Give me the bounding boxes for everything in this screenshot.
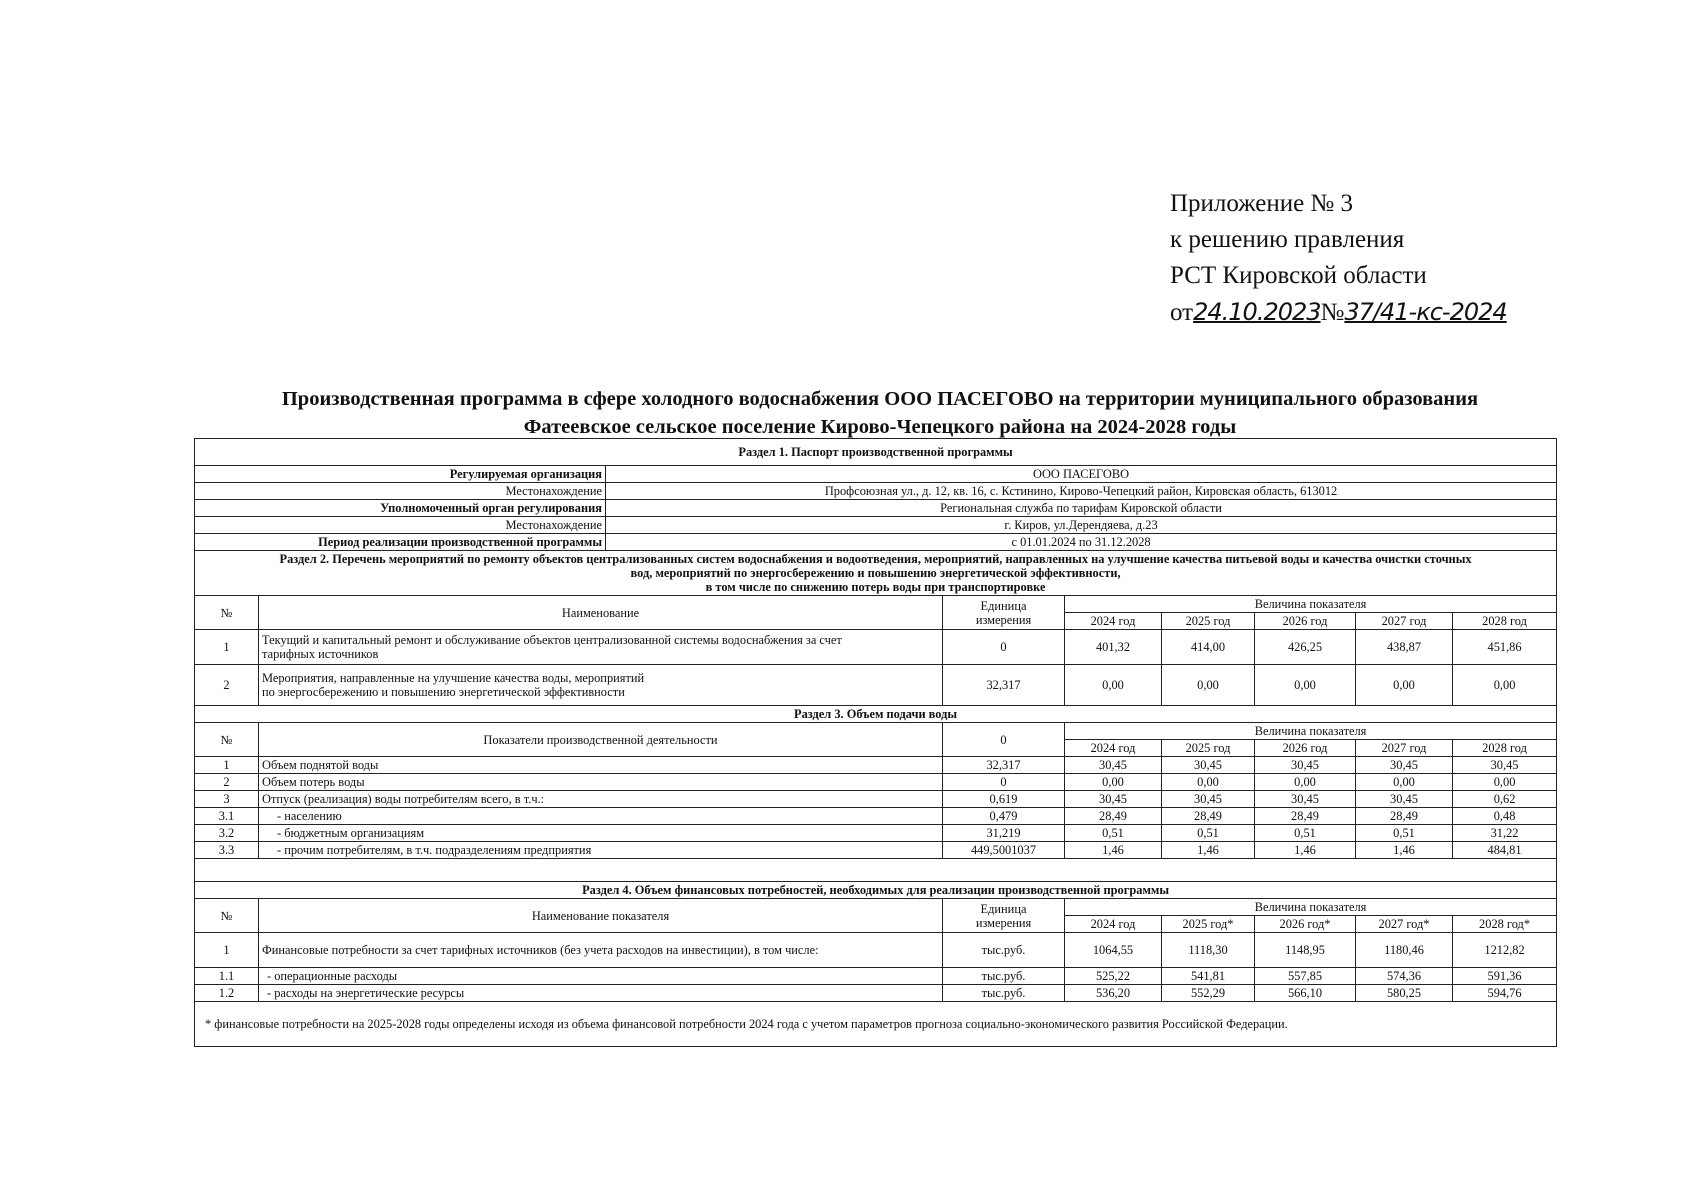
row-name: - населению (259, 808, 943, 825)
year-header: 2027 год* (1356, 916, 1453, 933)
row-value: 30,45 (1162, 791, 1255, 808)
row-name: - прочим потребителям, в т.ч. подразделениям предприятия (259, 842, 943, 859)
passport-row (195, 466, 1557, 483)
col-unit-header (943, 899, 1065, 933)
row-value: 0,48 (1453, 808, 1557, 825)
year-header: 2028 год (1453, 613, 1557, 630)
row-name: Отпуск (реализация) воды потребителям всего, в т.ч.: (259, 791, 943, 808)
appendix-subtitle: к решению правления (1170, 226, 1405, 253)
col-unit-header (943, 596, 1065, 630)
row-number: 3.3 (195, 842, 259, 859)
row-value: 0,00 (1453, 774, 1557, 791)
row-name-line: по энергосбережению и повышению энергетической эффективности (262, 685, 625, 699)
col-unit-header: 0 (943, 723, 1065, 757)
row-unit: тыс.руб. (943, 968, 1065, 985)
footnote: * финансовые потребности на 2025-2028 годы определены исходя из объема финансовой потребности 2024 года с учетом параметров прогноза социально-экономического развития Российской Федерации. (195, 1002, 1557, 1047)
row-value: 414,00 (1162, 630, 1255, 665)
row-number: 1.2 (195, 985, 259, 1002)
row-value: 536,20 (1065, 985, 1162, 1002)
year-header: 2026 год (1255, 613, 1356, 630)
year-header: 2027 год (1356, 740, 1453, 757)
row-name: Объем потерь воды (259, 774, 943, 791)
row-name-line: Текущий и капитальный ремонт и обслуживание объектов централизованной системы водоснабжения за счет (262, 633, 842, 647)
passport-value: Региональная служба по тарифам Кировской области (606, 500, 1557, 517)
passport-value: с 01.01.2024 по 31.12.2028 (606, 534, 1557, 551)
decision-number: 37/41-кс-2024 (1344, 298, 1507, 326)
col-name-header: Показатели производственной деятельности (259, 723, 943, 757)
col-number-header: № (195, 723, 259, 757)
row-value: 30,45 (1065, 757, 1162, 774)
table-row (195, 630, 1557, 665)
section1-heading: Раздел 1. Паспорт производственной программы (195, 439, 1557, 466)
col-number-header: № (195, 596, 259, 630)
row-value: 1,46 (1356, 842, 1453, 859)
row-value: 1180,46 (1356, 933, 1453, 968)
row-number: 1 (195, 630, 259, 665)
row-number: 3 (195, 791, 259, 808)
year-header: 2025 год (1162, 613, 1255, 630)
row-value: 30,45 (1162, 757, 1255, 774)
col-unit-line: измерения (975, 915, 1032, 930)
row-value: 0,00 (1356, 774, 1453, 791)
appendix-title: Приложение № 3 (1170, 190, 1354, 217)
passport-value: г. Киров, ул.Дерендяева, д.23 (606, 517, 1557, 534)
passport-row (195, 517, 1557, 534)
row-value: 1148,95 (1255, 933, 1356, 968)
title-line-1: Производственная программа в сфере холодного водоснабжения ООО ПАСЕГОВО на территории муниципального образования (281, 388, 1479, 410)
row-name-line: тарифных источников (262, 647, 379, 661)
col-name-header: Наименование (259, 596, 943, 630)
row-value: 1212,82 (1453, 933, 1557, 968)
row-value: 28,49 (1065, 808, 1162, 825)
row-number: 2 (195, 774, 259, 791)
row-number: 1 (195, 933, 259, 968)
row-number: 3.1 (195, 808, 259, 825)
passport-row (195, 534, 1557, 551)
section3-heading-row (195, 706, 1557, 723)
section3-header-row (195, 723, 1557, 740)
col-number-header: № (195, 899, 259, 933)
row-value: 0,00 (1162, 774, 1255, 791)
table-row (195, 757, 1557, 774)
col-unit-line: Единица (980, 598, 1027, 613)
row-value: 451,86 (1453, 630, 1557, 665)
table-row (195, 825, 1557, 842)
row-value: 0,00 (1255, 665, 1356, 706)
from-label: от (1170, 299, 1194, 326)
row-value: 591,36 (1453, 968, 1557, 985)
table-row (195, 808, 1557, 825)
year-header: 2028 год (1453, 740, 1557, 757)
row-value: 30,45 (1255, 791, 1356, 808)
row-name: Объем поднятой воды (259, 757, 943, 774)
program-table (194, 438, 1557, 1047)
row-value: 580,25 (1356, 985, 1453, 1002)
row-unit: тыс.руб. (943, 933, 1065, 968)
row-value: 0,00 (1162, 665, 1255, 706)
row-name (259, 665, 943, 706)
row-number: 1.1 (195, 968, 259, 985)
spacer-cell (195, 859, 1557, 882)
title-line-2: Фатеевское сельское поселение Кирово-Чепецкого района на 2024-2028 годы (523, 416, 1237, 438)
table-row (195, 774, 1557, 791)
table-row (195, 933, 1557, 968)
appendix-block (1170, 186, 1507, 331)
section3-heading: Раздел 3. Объем подачи воды (195, 706, 1557, 723)
row-value: 0,00 (1356, 665, 1453, 706)
passport-label: Местонахождение (195, 483, 606, 500)
col-value-header: Величина показателя (1065, 723, 1557, 740)
section1-heading-row (195, 439, 1557, 466)
row-unit: 32,317 (943, 665, 1065, 706)
row-value: 426,25 (1255, 630, 1356, 665)
row-value: 0,51 (1065, 825, 1162, 842)
section2-heading-line: Раздел 2. Перечень мероприятий по ремонту объектов централизованных систем водоснабжения и водоотведения, мероприятий, направленных на улучшение качества питьевой воды и качества очистки сточных (279, 552, 1472, 566)
row-number: 3.2 (195, 825, 259, 842)
section4-heading: Раздел 4. Объем финансовых потребностей, необходимых для реализации производственной программы (195, 882, 1557, 899)
passport-label: Уполномоченный орган регулирования (195, 500, 606, 517)
year-header: 2024 год (1065, 613, 1162, 630)
section2-heading (195, 551, 1557, 596)
table-row (195, 985, 1557, 1002)
row-value: 574,36 (1356, 968, 1453, 985)
row-value: 28,49 (1162, 808, 1255, 825)
passport-row (195, 483, 1557, 500)
passport-label: Местонахождение (195, 517, 606, 534)
row-unit: 32,317 (943, 757, 1065, 774)
row-value: 30,45 (1453, 757, 1557, 774)
table-row (195, 791, 1557, 808)
section2-heading-row (195, 551, 1557, 596)
decision-date: 24.10.2023 (1193, 298, 1321, 326)
row-value: 1,46 (1255, 842, 1356, 859)
appendix-date-number (1170, 294, 1507, 331)
passport-value: ООО ПАСЕГОВО (606, 466, 1557, 483)
year-header: 2024 год (1065, 916, 1162, 933)
row-unit: 31,219 (943, 825, 1065, 842)
row-value: 401,32 (1065, 630, 1162, 665)
passport-value: Профсоюзная ул., д. 12, кв. 16, с. Кстинино, Кирово-Чепецкий район, Кировская область, 613012 (606, 483, 1557, 500)
row-unit: 0,479 (943, 808, 1065, 825)
year-header: 2026 год* (1255, 916, 1356, 933)
row-value: 557,85 (1255, 968, 1356, 985)
row-value: 0,62 (1453, 791, 1557, 808)
row-value: 0,00 (1065, 665, 1162, 706)
row-value: 0,51 (1162, 825, 1255, 842)
passport-row (195, 500, 1557, 517)
spacer-row (195, 859, 1557, 882)
row-value: 1064,55 (1065, 933, 1162, 968)
row-value: 30,45 (1356, 791, 1453, 808)
table-row (195, 665, 1557, 706)
row-value: 30,45 (1065, 791, 1162, 808)
row-value: 0,51 (1255, 825, 1356, 842)
section2-header-row (195, 596, 1557, 613)
row-name: - операционные расходы (259, 968, 943, 985)
table-row (195, 968, 1557, 985)
row-value: 0,00 (1255, 774, 1356, 791)
year-header: 2024 год (1065, 740, 1162, 757)
table-row (195, 842, 1557, 859)
section2-heading-line: в том числе по снижению потерь воды при транспортировке (705, 580, 1046, 594)
passport-label: Период реализации производственной программы (195, 534, 606, 551)
col-unit-line: измерения (975, 612, 1032, 627)
row-value: 30,45 (1255, 757, 1356, 774)
row-value: 541,81 (1162, 968, 1255, 985)
row-name: - расходы на энергетические ресурсы (259, 985, 943, 1002)
row-value: 525,22 (1065, 968, 1162, 985)
row-number: 1 (195, 757, 259, 774)
col-value-header: Величина показателя (1065, 899, 1557, 916)
col-name-header: Наименование показателя (259, 899, 943, 933)
row-value: 0,51 (1356, 825, 1453, 842)
row-value: 1,46 (1065, 842, 1162, 859)
section2-heading-line: вод, мероприятий по энергосбережению и повышению энергетической эффективности, (630, 566, 1121, 580)
row-value: 0,00 (1065, 774, 1162, 791)
row-value: 438,87 (1356, 630, 1453, 665)
year-header: 2027 год (1356, 613, 1453, 630)
row-name (259, 630, 943, 665)
row-name: Финансовые потребности за счет тарифных источников (без учета расходов на инвестиции), в том числе: (259, 933, 943, 968)
section4-heading-row (195, 882, 1557, 899)
year-header: 2028 год* (1453, 916, 1557, 933)
col-unit-line: Единица (980, 901, 1027, 916)
col-value-header: Величина показателя (1065, 596, 1557, 613)
row-value: 0,00 (1453, 665, 1557, 706)
row-number: 2 (195, 665, 259, 706)
row-unit: 0,619 (943, 791, 1065, 808)
row-value: 594,76 (1453, 985, 1557, 1002)
section4-header-row (195, 899, 1557, 916)
row-unit: 0 (943, 630, 1065, 665)
row-value: 28,49 (1356, 808, 1453, 825)
row-value: 1,46 (1162, 842, 1255, 859)
row-value: 28,49 (1255, 808, 1356, 825)
appendix-authority: РСТ Кировской области (1170, 262, 1427, 289)
row-value: 552,29 (1162, 985, 1255, 1002)
document-title (180, 385, 1580, 441)
row-unit: 449,5001037 (943, 842, 1065, 859)
row-value: 1118,30 (1162, 933, 1255, 968)
row-name-line: Мероприятия, направленные на улучшение качества воды, мероприятий (262, 671, 645, 685)
year-header: 2025 год (1162, 740, 1255, 757)
year-header: 2026 год (1255, 740, 1356, 757)
footnote-row (195, 1002, 1557, 1047)
row-value: 484,81 (1453, 842, 1557, 859)
row-unit: тыс.руб. (943, 985, 1065, 1002)
row-value: 31,22 (1453, 825, 1557, 842)
number-label: № (1320, 299, 1345, 326)
row-unit: 0 (943, 774, 1065, 791)
passport-label: Регулируемая организация (195, 466, 606, 483)
row-value: 566,10 (1255, 985, 1356, 1002)
year-header: 2025 год* (1162, 916, 1255, 933)
row-value: 30,45 (1356, 757, 1453, 774)
row-name: - бюджетным организациям (259, 825, 943, 842)
